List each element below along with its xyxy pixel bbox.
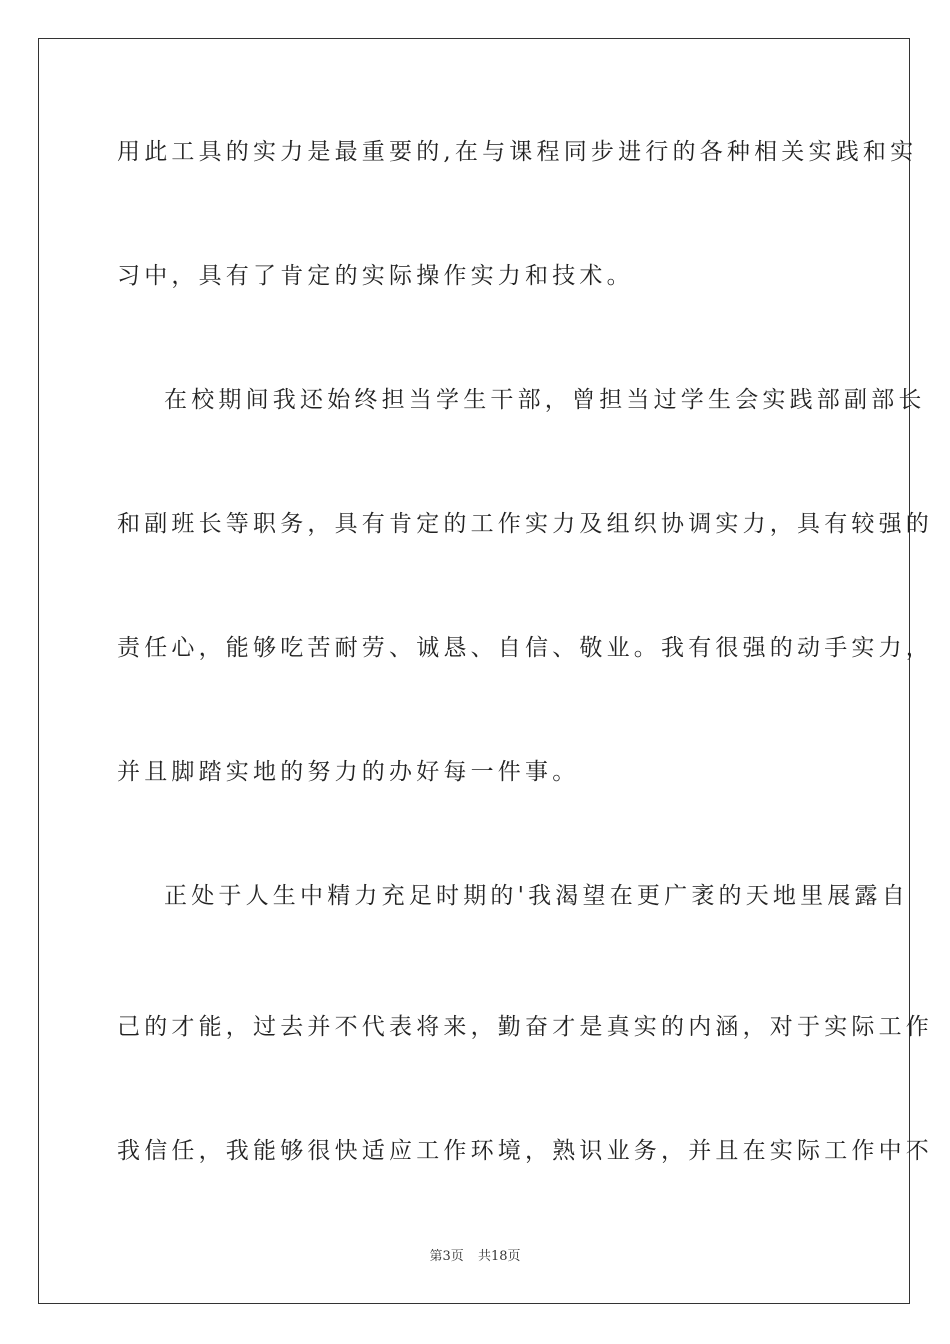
page-frame bbox=[38, 38, 910, 1304]
text-line-7: 正处于人生中精力充足时期的'我渴望在更广袤的天地里展露自 bbox=[164, 883, 909, 909]
text-line-9: 我信任，我能够很快适应工作环境，熟识业务，并且在实际工作中不 bbox=[117, 1138, 933, 1164]
total-pages: 共18页 bbox=[477, 1249, 521, 1264]
page-number: 第3页 bbox=[429, 1249, 464, 1264]
text-line-6: 并且脚踏实地的努力的办好每一件事。 bbox=[117, 759, 580, 785]
text-line-2: 习中，具有了肯定的实际操作实力和技术。 bbox=[117, 263, 634, 289]
text-line-4: 和副班长等职务，具有肯定的工作实力及组织协调实力，具有较强的 bbox=[117, 511, 933, 537]
text-line-8: 己的才能，过去并不代表将来，勤奋才是真实的内涵，对于实际工作 bbox=[117, 1014, 933, 1040]
text-line-5: 责任心，能够吃苦耐劳、诚恳、自信、敬业。我有很强的动手实力， bbox=[117, 635, 933, 661]
page-footer bbox=[0, 1245, 950, 1264]
text-line-1: 用此工具的实力是最重要的,在与课程同步进行的各种相关实践和实 bbox=[117, 139, 918, 165]
text-line-3: 在校期间我还始终担当学生干部，曾担当过学生会实践部副部长 bbox=[164, 387, 926, 413]
